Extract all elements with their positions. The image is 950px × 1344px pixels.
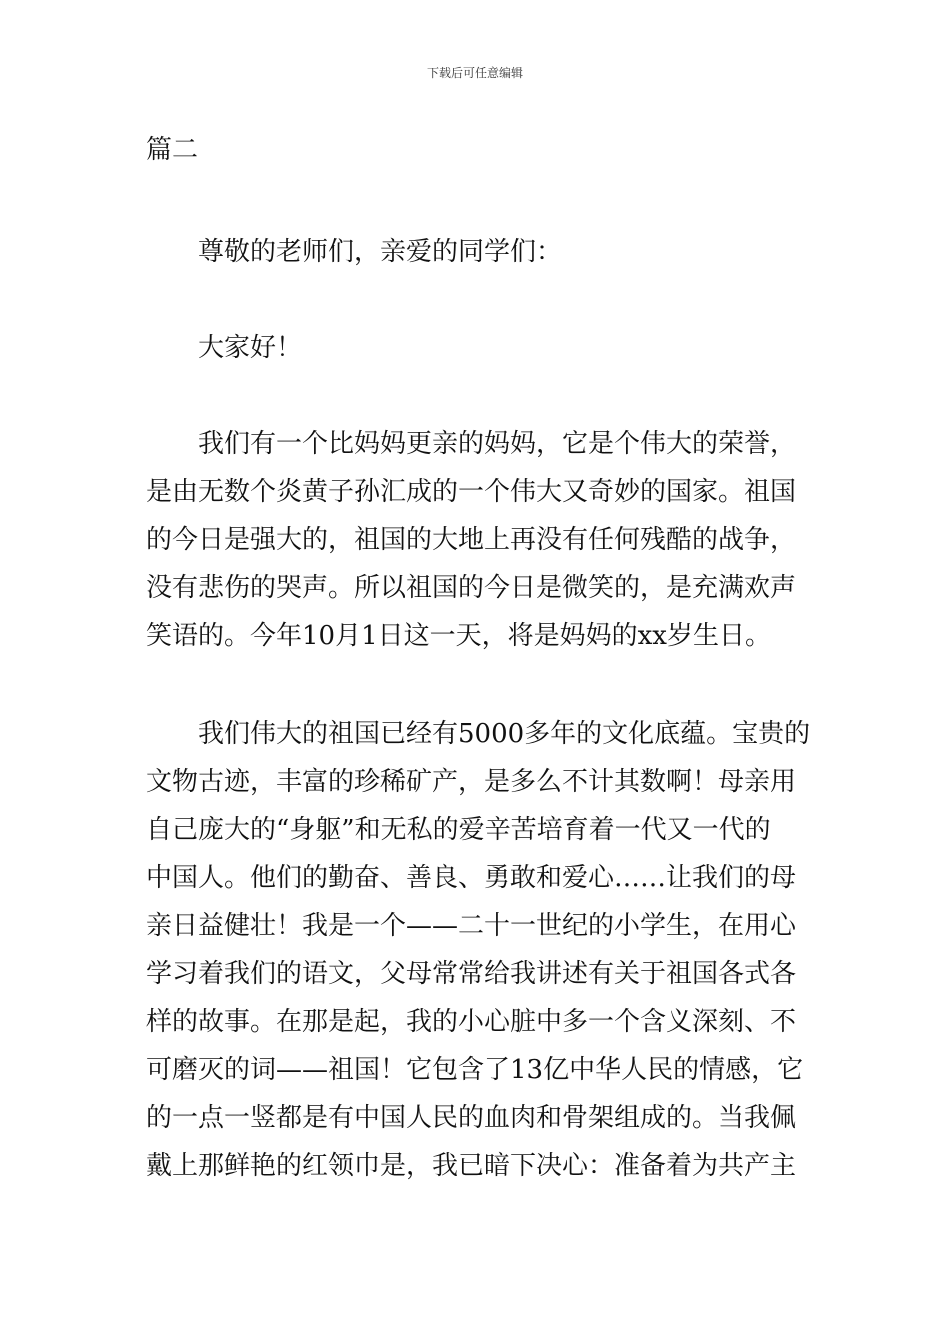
section-heading: 篇二 — [146, 135, 199, 165]
paragraph-line: 自己庞大的“身躯”和无私的爱辛苦培育着一代又一代的 — [146, 815, 771, 845]
paragraph-line: 戴上那鲜艳的红领巾是，我已暗下决心：准备着为共产主 — [146, 1151, 797, 1181]
paragraph-line: 的今日是强大的，祖国的大地上再没有任何残酷的战争， — [146, 525, 797, 555]
paragraph-line: 学习着我们的语文，父母常常给我讲述有关于祖国各式各 — [146, 959, 797, 989]
paragraph-line: 可磨灭的词——祖国！它包含了13亿中华人民的情感，它 — [146, 1055, 804, 1085]
paragraph-line: 样的故事。在那是起，我的小心脏中多一个含义深刻、不 — [146, 1007, 797, 1037]
paragraph-line: 的一点一竖都是有中国人民的血肉和骨架组成的。当我佩 — [146, 1103, 797, 1133]
greeting-paragraph — [146, 324, 806, 372]
paragraph-line: 中国人。他们的勤奋、善良、勇敢和爱心……让我们的母 — [146, 863, 797, 893]
paragraph-line: 亲日益健壮！我是一个——二十一世纪的小学生，在用心 — [146, 911, 797, 941]
body-paragraph-2 — [146, 710, 811, 1190]
paragraph-line: 没有悲伤的哭声。所以祖国的今日是微笑的，是充满欢声 — [146, 573, 797, 603]
paragraph-line: 大家好！ — [198, 333, 303, 363]
body-paragraph-1 — [146, 420, 806, 660]
paragraph-line: 笑语的。今年10月1日这一天，将是妈妈的xx岁生日。 — [146, 621, 771, 651]
salutation-paragraph — [146, 228, 806, 276]
paragraph-line: 是由无数个炎黄子孙汇成的一个伟大又奇妙的国家。祖国 — [146, 477, 797, 507]
paragraph-line: 尊敬的老师们，亲爱的同学们： — [198, 237, 563, 267]
page-header: 下载后可任意编辑 — [426, 66, 523, 80]
paragraph-line: 文物古迹，丰富的珍稀矿产，是多么不计其数啊！母亲用 — [146, 767, 797, 797]
paragraph-line: 我们有一个比妈妈更亲的妈妈，它是个伟大的荣誉， — [198, 429, 797, 459]
paragraph-line: 我们伟大的祖国已经有5000多年的文化底蕴。宝贵的 — [198, 719, 811, 749]
